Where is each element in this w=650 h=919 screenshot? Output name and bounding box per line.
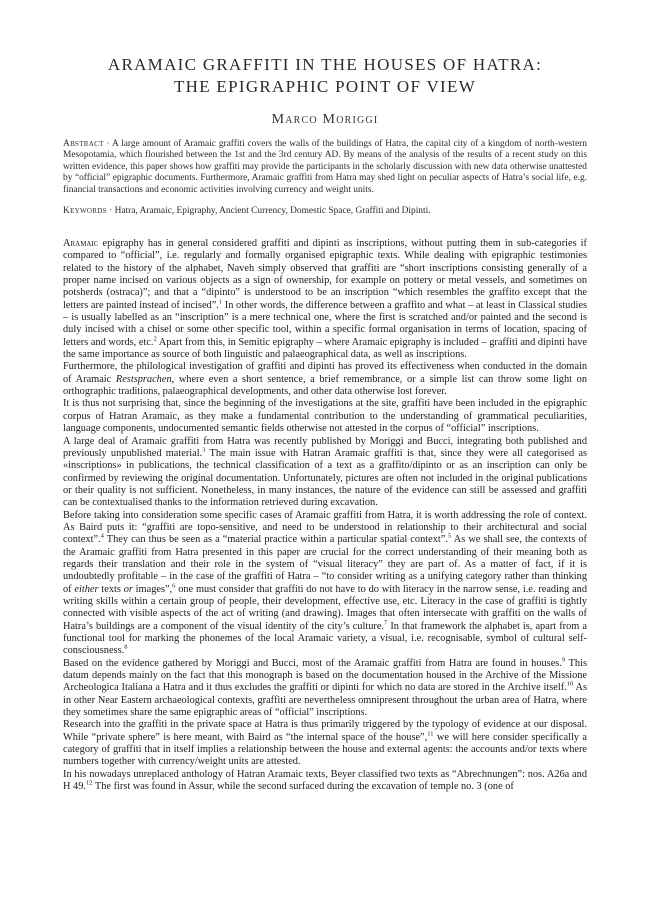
abstract-text: · A large amount of Aramaic graffiti covers the walls of the buildings of Hatra, the capital city of a kingdom of north-western Mesopotamia, which flourished between the 1st and the 3rd century AD. By means of the analysis of the results of a recent study on this written evidence, this paper shows how graffiti may provide the participants in the scholarly discussion with new data otherwise unattested by “official” epigraphic documents. Furthermore, Aramaic graffiti from Hatra may shed light on peculiar aspects of Hatra’s social life, e.g. financial transactions and economic activities involving currency and weight units. <box>63 139 587 195</box>
keywords-text: · Hatra, Aramaic, Epigraphy, Ancient Currency, Domestic Space, Graffiti and Dipinti. <box>106 206 431 216</box>
paragraph-6-text-c: As in other Near Eastern archaeological contexts, graffiti are nevertheless omnipresent throughout the urban area of Hatra, where they sometimes share the same epigraphic areas of “official” inscriptions. <box>63 682 588 719</box>
footnote-ref-11[interactable]: 11 <box>427 730 434 738</box>
footnote-ref-3[interactable]: 3 <box>202 446 206 454</box>
paragraph-1-lead: Aramaic <box>63 238 99 249</box>
paragraph-7-text-a: Research into the graffiti in the private space at Hatra is thus primarily triggered by the typology of evidence at our disposal. While “private sphere” is here meant, with Baird as “the internal space of the house”, <box>63 719 587 743</box>
paragraph-5-text-d: texts <box>98 583 124 595</box>
paragraph-8 <box>63 769 587 794</box>
paragraph-1 <box>63 238 587 361</box>
article-body <box>63 238 587 793</box>
abstract-label: Abstract <box>63 139 104 149</box>
footnote-ref-1[interactable]: 1 <box>218 298 223 306</box>
paragraph-5-text-f: one must consider that graffiti do not have to do with literacy in the narrow sense, i.e. reading and writing skills within a certain group of people, their development, effective use, etc. Literacy in the case of graffiti is tightly connected with visible aspects of the act of writing (and drawing). Images that often intersecate with graffiti on the walls of Hatra’s buildings are a component of the visual identity of the city’s culture. <box>63 583 588 632</box>
keywords <box>63 206 587 217</box>
keywords-label: Keywords <box>63 206 107 216</box>
footnote-ref-10[interactable]: 10 <box>566 680 574 688</box>
paragraph-4 <box>63 436 587 510</box>
paragraph-6-text-a: Based on the evidence gathered by Moriggi and Bucci, most of the Aramaic graffiti from Hatra are found in houses. <box>63 657 562 669</box>
paragraph-2-text-b: , where even a short sentence, a brief remembrance, or a simple list can throw some light on orthographic traditions, palaeographical developments, and other data otherwise lost forever. <box>63 373 587 398</box>
paragraph-1-text-b: In other words, the difference between a graffito and what – at least in Classical studies – is usually labelled as an “inscription” is a mere technical one, where the first is scratched and/or painted and the second is duly incised with a chisel or some other specific tool, within a specific formal organisation in terms of location, spacing of letters and words, etc. <box>63 299 587 348</box>
author-name-text: Marco Moriggi <box>271 112 379 127</box>
footnote-ref-9[interactable]: 9 <box>561 656 566 664</box>
paragraph-3 <box>63 398 587 435</box>
paragraph-5-text-e: images”, <box>132 583 173 595</box>
paragraph-8-text-b: The first was found in Assur, while the second surfaced during the excavation of temple no. 3 (one of <box>92 781 514 793</box>
footnote-ref-4[interactable]: 4 <box>100 532 104 540</box>
article-title-line-1: ARAMAIC GRAFFITI IN THE HOUSES OF HATRA: <box>107 55 543 74</box>
paragraph-5-emphasis-either: either <box>74 583 99 595</box>
footnote-ref-6[interactable]: 6 <box>172 582 176 590</box>
paragraph-4-text-b: The main issue with Hatran Aramaic graffiti is that, since they were all categorised as «inscriptions» in publications, the technical classification of a text as a graffito/dipinto or as an inscription can only be confirmed by reviewing the original documentation. Unfortunately, pictures are often not included in the original publications or their quality is not sufficient. Nonetheless, in many instances, the nature of the evidence can still be assessed and graffiti can be contextualised thanks to the information retrieved during excavation. <box>63 447 587 509</box>
paragraph-5-text-a: Before taking into consideration some specific cases of Aramaic graffiti from Hatra, it is worth addressing the role of context. As Baird puts it: “graffiti are topo-sensitive, and need to be understood in relationship to their architectural and social context”. <box>63 509 587 546</box>
paragraph-3-text: It is thus not surprising that, since the beginning of the investigations at the site, graffiti have been included in the epigraphic corpus of Hatran Aramaic, as they make a fundamental contribution to the understanding of grammatical peculiarities, language components, undocumented semantic fields otherwise not attested in the corpus of “official” inscriptions. <box>63 398 587 435</box>
footnote-ref-2[interactable]: 2 <box>153 335 157 343</box>
paragraph-2-text-a: Furthermore, the philological investigation of graffiti and dipinti has proved its effectiveness when conducted in the domain of Aramaic <box>63 361 587 385</box>
article-title-line-2: THE EPIGRAPHIC POINT OF VIEW <box>173 77 477 96</box>
paragraph-4-text-a: A large deal of Aramaic graffiti from Hatra was recently published by Moriggi and Bucci, integrating both published and previously unpublished material. <box>63 435 587 459</box>
paragraph-7-text-b: we will here consider specifically a category of graffiti that in itself implies a relationship between the house and external agents: the accounts and/or texts where numbers together with currency/weight units are attested. <box>63 731 587 768</box>
paragraph-7 <box>63 719 587 768</box>
paragraph-8-text-a: In his nowadays unreplaced anthology of Hatran Aramaic texts, Beyer classified two texts as “Abrechnungen”: nos. A26a and H 49. <box>63 768 587 793</box>
paragraph-5-text-g: In that framework the alphabet is, apart from a functional tool for marking the phonemes of the local Aramaic variety, a visual, i.e. recognisable, symbol of cultural self-consciousness. <box>63 620 587 657</box>
paragraph-5-text-c: As we shall see, the contexts of the Aramaic graffiti from Hatra presented in this paper are crucial for the correct understanding of their meaning both as regards their translation and their role in the system of “visual literacy” they are part of. As a matter of fact, if it is undoubtedly profitable – in the case of the graffiti of Hatra – “to consider writing as a unifying category rather than thinking of <box>63 534 588 595</box>
paragraph-5-text-b: They can thus be seen as a “material practice within a particular spatial context”. <box>103 534 448 546</box>
paragraph-2 <box>63 361 587 398</box>
footnote-ref-12[interactable]: 12 <box>86 779 93 787</box>
paragraph-5 <box>63 510 587 658</box>
paragraph-6 <box>63 658 587 720</box>
paragraph-6-text-b: This datum depends mainly on the fact that this monograph is based on the documentation housed in the Archive of the Missione Archeologica Italiana a Hatra and it thus excludes the graffiti or dipinti for which no data are stored in the Archive itself. <box>63 657 587 694</box>
footnote-ref-8[interactable]: 8 <box>124 643 128 651</box>
paragraph-2-emphasis: Restsprachen <box>115 373 172 385</box>
footnote-ref-5[interactable]: 5 <box>447 532 452 540</box>
abstract <box>63 139 587 196</box>
footnote-ref-7[interactable]: 7 <box>384 619 388 627</box>
paragraph-1-text-c: Apart from this, in Semitic epigraphy – where Aramaic epigraphy is included – graffiti and dipinti have the same importance as source of both linguistic and palaeographical data, as well as inscriptions. <box>63 336 587 361</box>
author-name <box>0 112 650 128</box>
paragraph-5-emphasis-or: or <box>123 583 133 595</box>
paragraph-1-text-a: epigraphy has in general considered graffiti and dipinti as inscriptions, without putting them in sub-categories if compared to “official”, i.e. regularly and formally organised epigraphic texts. While dealing with epigraphic testimonies related to the history of the alphabet, Naveh simply observed that graffiti are “short inscriptions consisting generally of a proper name incised on various objects as a sign of ownership, for example on pottery or metal vessels, and sometimes on potsherds (ostraca)”; and that a “dipinto” is understood to be an inscription “which resembles the graffito except that the letters are painted instead of incised”. <box>63 238 587 311</box>
